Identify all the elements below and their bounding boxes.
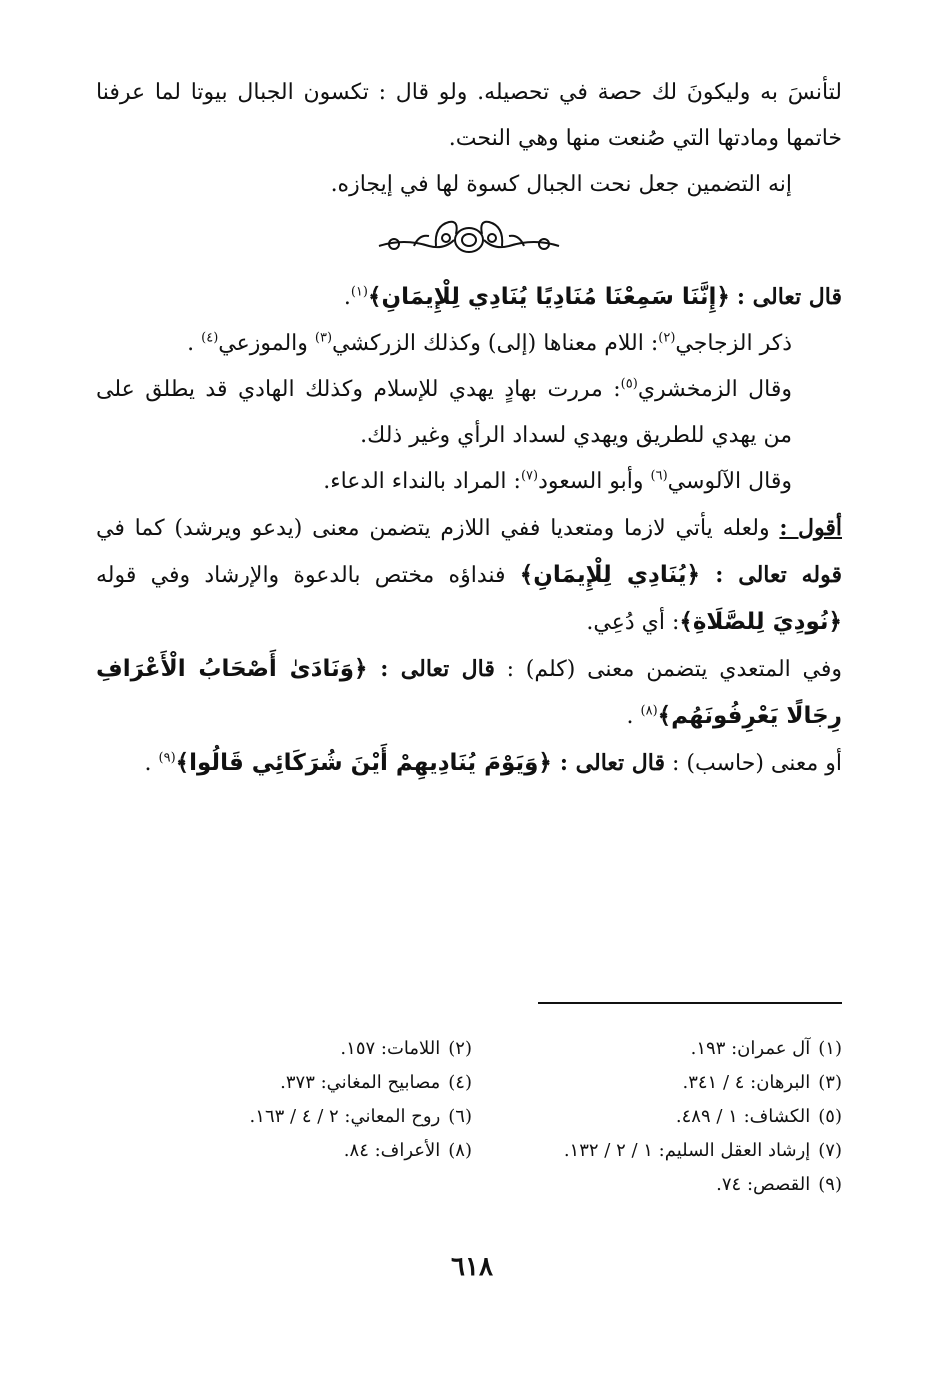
text-run: وقال الزمخشري: [637, 377, 793, 402]
quran-verse: ﴿نُودِيَ لِلصَّلَاةِ﴾: [679, 609, 842, 635]
footnote-ref: (٨): [640, 703, 658, 719]
footnotes: [96, 1032, 842, 1202]
text-run: : مررت بهادٍ يهدي للإسلام وكذلك الهادي قد يطلق على من يهدي للطريق ويهدي لسداد الرأي وغير ذلك.: [96, 377, 792, 448]
verse-label: قال تعالى :: [736, 284, 842, 310]
footnote-number: (٤): [448, 1072, 472, 1093]
paragraph-5: [96, 459, 842, 505]
paragraph-1: لتأنسَ به وليكونَ لك حصة في تحصيله. ولو قال : تكسون الجبال بيوتا لما عرفنا خاتمها ومادتها التي صُنعت منها وهي النحت.: [96, 80, 842, 151]
text-run: ذكر الزجاجي: [675, 331, 792, 356]
footnote-item: [96, 1066, 472, 1100]
footnote-item: [472, 1100, 842, 1134]
verse-paragraph-1: قال تعالى : ﴿إِنَّنَا سَمِعْنَا مُنَادِيًا يُنَادِي لِلْإِيمَانِ﴾$^{(١)}$.: [343, 284, 842, 310]
text-run: أو معنى (حاسب) :: [665, 751, 842, 776]
footnote-text: اللامات: ١٥٧.: [340, 1038, 441, 1059]
text-run: ولعله يأتي لازما ومتعديا ففي اللازم يتضمن معنى (يدعو ويرشد) كما في: [96, 516, 780, 541]
footnote-ref: (٤): [201, 330, 219, 346]
footnote-item: [472, 1168, 842, 1202]
aqoul-label: أقول :: [779, 515, 842, 541]
page-body: [96, 70, 842, 787]
text-run: وقال الآلوسي: [667, 469, 792, 494]
verse-label: قال تعالى :: [559, 750, 665, 776]
footnote-ref: (١): [350, 284, 368, 300]
quran-verse: ﴿وَيَوْمَ يُنَادِيهِمْ أَيْنَ شُرَكَائِي قَالُوا﴾: [175, 750, 560, 776]
paragraph-2: إنه التضمين جعل نحت الجبال كسوة لها في إيجازه.: [330, 172, 792, 197]
footnote-number: (٣): [818, 1072, 842, 1093]
quran-verse: ﴿إِنَّنَا سَمِعْنَا مُنَادِيًا يُنَادِي لِلْإِيمَانِ﴾: [367, 284, 730, 310]
quran-verse: ﴿وَنَادَىٰ أَصْحَابُ الْأَعْرَافِ رِجَالًا يَعْرِفُونَهُم﴾: [96, 656, 842, 729]
text-run: وأبو السعود: [538, 469, 651, 494]
footnote-number: (٦): [448, 1106, 472, 1127]
footnote-ref: (٣): [314, 330, 333, 346]
footnote-ref: (٩): [158, 750, 176, 766]
footnote-item: [472, 1134, 842, 1168]
footnote-separator: [538, 1002, 842, 1004]
text-run: : أي دُعِي.: [586, 610, 680, 635]
text-run: : المراد بالنداء الدعاء.: [323, 469, 521, 494]
ornament-divider: [96, 216, 842, 258]
footnote-item: [96, 1032, 472, 1066]
footnote-text: آل عمران: ١٩٣.: [690, 1038, 811, 1059]
text-run: وفي المتعدي يتضمن معنى (كلم) :: [494, 657, 843, 682]
floral-ornament-icon: [374, 216, 564, 258]
footnote-item: [472, 1032, 842, 1066]
paragraph-7: وفي المتعدي يتضمن معنى (كلم) : قال تعالى : ﴿وَنَادَىٰ أَصْحَابُ الْأَعْرَافِ رِجَالًا يَعْرِفُونَهُم﴾$^{(٨)}$ .: [96, 656, 843, 729]
paragraph-3: ذكر الزجاجي$^{(٢)}$: اللام معناها (إلى) وكذلك الزركشي$^{(٣)}$ والموزعي$^{(٤)}$ .: [187, 330, 792, 356]
footnote-number: (٢): [448, 1038, 472, 1059]
paragraph-4: [96, 367, 842, 459]
footnote-ref: (٥): [620, 376, 638, 392]
verse-label: قوله تعالى :: [715, 562, 843, 588]
footnote-number: (١): [818, 1038, 842, 1059]
footnote-item: [96, 1100, 472, 1134]
verse-label: قال تعالى :: [380, 656, 495, 682]
paragraph-8: أو معنى (حاسب) : قال تعالى : ﴿وَيَوْمَ يُنَادِيهِمْ أَيْنَ شُرَكَائِي قَالُوا﴾$^{(٩)}$ .: [144, 750, 842, 776]
text-run: والموزعي: [218, 331, 315, 356]
text-run: فنداؤه مختص بالدعوة والإرشاد وفي قوله: [96, 563, 520, 588]
footnote-number: (٩): [818, 1174, 842, 1195]
footnote-text: مصابيح المغاني: ٣٧٣.: [280, 1072, 441, 1093]
page-number: ٦١٨: [451, 1252, 493, 1282]
quran-verse: ﴿يُنَادِي لِلْإِيمَانِ﴾: [519, 562, 716, 588]
footnote-ref: (٢): [658, 330, 676, 346]
footnote-ref: (٦): [650, 468, 668, 484]
text-run: : اللام معناها (إلى) وكذلك الزركشي: [332, 331, 659, 356]
footnote-ref: (٧): [520, 468, 539, 484]
footnote-text: الكشاف: ١ / ٤٨٩.: [675, 1106, 811, 1127]
footnote-text: إرشاد العقل السليم: ١ / ٢ / ١٣٢.: [563, 1140, 811, 1161]
footnote-text: روح المعاني: ٢ / ٤ / ١٦٣.: [249, 1106, 441, 1127]
footnote-text: الأعراف: ٨٤.: [343, 1140, 441, 1161]
footnote-number: (٨): [448, 1140, 472, 1161]
footnote-item: [472, 1066, 842, 1100]
footnote-number: (٧): [818, 1140, 842, 1161]
footnote-item: [96, 1134, 472, 1168]
footnote-text: القصص: ٧٤.: [716, 1174, 811, 1195]
footnote-text: البرهان: ٤ / ٣٤١.: [682, 1072, 811, 1093]
footnote-number: (٥): [818, 1106, 842, 1127]
paragraph-6: [96, 505, 842, 646]
